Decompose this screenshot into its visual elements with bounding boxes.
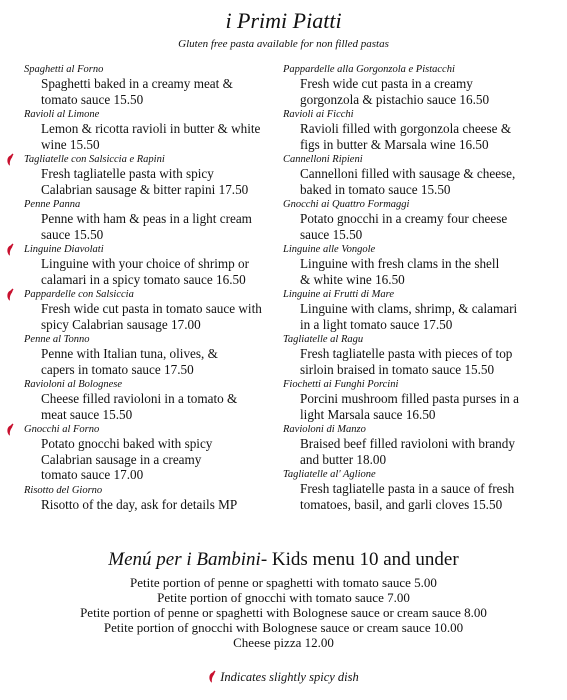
menu-item-name: Penne al Tonno bbox=[24, 334, 90, 345]
menu-item-name: Ravioli al Limone bbox=[24, 109, 100, 120]
menu-item-description-line: Cannelloni filled with sausage & cheese, bbox=[300, 166, 516, 181]
kids-menu-item: Petite portion of gnocchi with Bolognese sauce or cream sauce 10.00 bbox=[103, 620, 464, 635]
menu-item-name: Tagliatelle con Salsiccia e Rapini bbox=[24, 154, 165, 165]
menu-item bbox=[283, 198, 553, 242]
menu-item-description-line: gorgonzola & pistachio sauce 16.50 bbox=[300, 91, 490, 107]
right-column bbox=[283, 63, 553, 513]
kids-menu-item: Cheese pizza 12.00 bbox=[233, 635, 334, 650]
menu-item-description bbox=[283, 436, 553, 467]
menu-item-description bbox=[283, 481, 553, 512]
menu-item-name: Linguine alle Vongole bbox=[283, 244, 376, 255]
menu-item-description-line: & white wine 16.50 bbox=[300, 271, 405, 287]
menu-item-name: Gnocchi ai Quattro Formaggi bbox=[283, 199, 410, 210]
menu-item bbox=[24, 484, 290, 513]
menu-item-name: Tagliatelle al Ragu bbox=[283, 334, 364, 345]
menu-item-description bbox=[283, 391, 553, 422]
menu-item bbox=[283, 108, 553, 152]
menu-item-description-line: Lemon & ricotta ravioli in butter & white bbox=[41, 121, 261, 136]
menu-item-description-line: Potato gnocchi baked with spicy bbox=[41, 436, 213, 451]
menu-item-description-line: Fresh tagliatelle pasta with pieces of top bbox=[300, 346, 513, 361]
menu-item bbox=[24, 108, 290, 152]
chili-pepper-icon bbox=[6, 243, 15, 256]
menu-item bbox=[24, 288, 290, 332]
menu-item-description bbox=[283, 76, 553, 107]
menu-item-description-line: sauce 15.50 bbox=[300, 226, 363, 242]
menu-item-description-line: and butter 18.00 bbox=[300, 451, 387, 467]
menu-item-description-line: sirloin braised in tomato sauce 15.50 bbox=[300, 361, 495, 377]
menu-item-description bbox=[283, 211, 553, 242]
kids-menu-title-rest: - Kids menu 10 and under bbox=[260, 549, 459, 570]
menu-item-description-line: tomato sauce 15.50 bbox=[41, 91, 144, 107]
menu-item bbox=[24, 63, 290, 107]
menu-item-description-line: in a light tomato sauce 17.50 bbox=[300, 316, 453, 332]
menu-item bbox=[24, 423, 290, 483]
menu-item bbox=[24, 243, 290, 287]
menu-item-description bbox=[283, 166, 553, 197]
menu-item-name: Spaghetti al Forno bbox=[24, 64, 104, 75]
menu-item bbox=[24, 378, 290, 422]
menu-item-description-line: tomatoes, basil, and garli cloves 15.50 bbox=[300, 496, 503, 512]
kids-menu-item: Petite portion of penne or spaghetti with tomato sauce 5.00 bbox=[130, 575, 437, 590]
menu-item-name: Fiochetti ai Funghi Porcini bbox=[283, 379, 399, 390]
spicy-legend bbox=[0, 670, 567, 685]
menu-item-description bbox=[24, 301, 290, 332]
menu-item-description-line: calamari in a spicy tomato sauce 16.50 bbox=[41, 271, 246, 287]
menu-item-name: Tagliatelle al' Aglione bbox=[283, 469, 376, 480]
menu-item-description-line: Fresh wide cut pasta in a creamy bbox=[300, 76, 473, 91]
chili-pepper-icon bbox=[6, 153, 15, 166]
menu-item-description bbox=[24, 121, 290, 152]
menu-item-description-line: Linguine with clams, shrimp, & calamari bbox=[300, 301, 518, 316]
menu-item-name: Penne Panna bbox=[24, 199, 81, 210]
menu-item-description-line: capers in tomato sauce 17.50 bbox=[41, 361, 194, 377]
menu-item-name: Pappardelle alla Gorgonzola e Pistacchi bbox=[283, 64, 455, 75]
menu-item-description-line: Risotto of the day, ask for details MP bbox=[41, 496, 238, 512]
menu-item-description bbox=[283, 256, 553, 287]
menu-item bbox=[283, 288, 553, 332]
menu-item-description bbox=[24, 497, 290, 513]
menu-item-name: Pappardelle con Salsiccia bbox=[24, 289, 134, 300]
menu-item-description-line: light Marsala sauce 16.50 bbox=[300, 406, 436, 422]
menu-item-description bbox=[24, 211, 290, 242]
menu-item-description-line: figs in butter & Marsala wine 16.50 bbox=[300, 136, 489, 152]
left-column bbox=[24, 63, 290, 513]
menu-item-description-line: Penne with ham & peas in a light cream bbox=[41, 211, 252, 226]
menu-item-name: Gnocchi al Forno bbox=[24, 424, 100, 435]
menu-item-description-line: Spaghetti baked in a creamy meat & bbox=[41, 76, 233, 91]
menu-item-description-line: Porcini mushroom filled pasta purses in a bbox=[300, 391, 520, 406]
menu-item bbox=[283, 153, 553, 197]
menu-item-description-line: Linguine with fresh clams in the shell bbox=[300, 256, 500, 271]
menu-item-description-line: Fresh tagliatelle pasta in a sauce of fresh bbox=[300, 481, 515, 496]
menu-item-description-line: meat sauce 15.50 bbox=[41, 406, 133, 422]
menu-item-description bbox=[283, 301, 553, 332]
menu-subtitle: Gluten free pasta available for non filled pastas bbox=[178, 38, 389, 50]
menu-item bbox=[283, 63, 553, 107]
menu-item-description-line: wine 15.50 bbox=[41, 136, 100, 152]
menu-item-name: Cannelloni Ripieni bbox=[283, 154, 363, 165]
spicy-legend-text: Indicates slightly spicy dish bbox=[220, 670, 359, 684]
chili-pepper-icon bbox=[6, 288, 15, 301]
menu-item-description-line: Fresh wide cut pasta in tomato sauce with bbox=[41, 301, 262, 316]
menu-item bbox=[283, 468, 553, 512]
menu-item-description bbox=[24, 256, 290, 287]
menu-item-description bbox=[24, 76, 290, 107]
kids-menu-item: Petite portion of gnocchi with tomato sauce 7.00 bbox=[157, 590, 410, 605]
menu-item-description bbox=[283, 121, 553, 152]
menu-item bbox=[283, 378, 553, 422]
menu-item-description-line: baked in tomato sauce 15.50 bbox=[300, 181, 451, 197]
chili-pepper-icon bbox=[208, 670, 217, 683]
menu-item-description-line: Potato gnocchi in a creamy four cheese bbox=[300, 211, 508, 226]
menu-item-description-line: Penne with Italian tuna, olives, & bbox=[41, 346, 218, 361]
menu-item-name: Risotto del Giorno bbox=[24, 484, 103, 496]
menu-item-name: Linguine ai Frutti di Mare bbox=[283, 289, 395, 300]
menu-item-description-line: Fresh tagliatelle pasta with spicy bbox=[41, 166, 214, 181]
menu-item bbox=[283, 243, 553, 287]
menu-item-description bbox=[24, 346, 290, 377]
menu-item-name: Ravioli ai Ficchi bbox=[283, 109, 354, 120]
menu-item bbox=[24, 333, 290, 377]
menu-item-description-line: Braised beef filled ravioloni with brandy bbox=[300, 436, 515, 451]
kids-menu-list bbox=[0, 575, 567, 650]
kids-menu-title-italic: Menú per i Bambini bbox=[108, 549, 261, 570]
menu-item-name: Linguine Diavolati bbox=[24, 244, 104, 255]
menu-item-description-line: Calabrian sausage in a creamy bbox=[41, 451, 202, 467]
menu-item bbox=[283, 423, 553, 467]
menu-item-description-line: sauce 15.50 bbox=[41, 226, 104, 242]
menu-item-description-line: spicy Calabrian sausage 17.00 bbox=[41, 316, 201, 332]
menu-item-description-line: Linguine with your choice of shrimp or bbox=[41, 256, 250, 271]
menu-item bbox=[283, 333, 553, 377]
menu-item-description-line: Calabrian sausage & bitter rapini 17.50 bbox=[41, 181, 249, 197]
menu-item-description-line: tomato sauce 17.00 bbox=[41, 467, 144, 482]
menu-item-description bbox=[24, 436, 290, 483]
menu-item-description-line: Ravioli filled with gorgonzola cheese & bbox=[300, 121, 512, 136]
kids-menu-item: Petite portion of penne or spaghetti with Bolognese sauce or cream sauce 8.00 bbox=[80, 605, 487, 620]
menu-title: i Primi Piatti bbox=[225, 8, 342, 33]
menu-item-description bbox=[24, 166, 290, 197]
menu-item-name: Ravioloni al Bolognese bbox=[24, 379, 122, 390]
menu-item-name: Ravioloni di Manzo bbox=[283, 424, 366, 435]
chili-pepper-icon bbox=[6, 423, 15, 436]
menu-item-description bbox=[283, 346, 553, 377]
menu-item bbox=[24, 153, 290, 197]
kids-menu-title bbox=[0, 549, 567, 571]
menu-item-description bbox=[24, 391, 290, 422]
menu-item bbox=[24, 198, 290, 242]
menu-item-description-line: Cheese filled ravioloni in a tomato & bbox=[41, 391, 238, 406]
